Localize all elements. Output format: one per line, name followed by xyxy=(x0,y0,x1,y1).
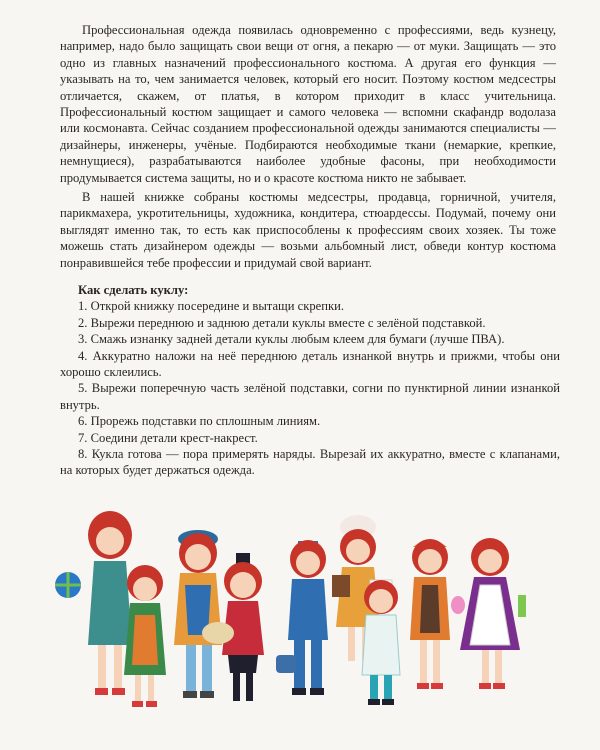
dolls-illustration xyxy=(40,505,560,720)
paragraph-2: В нашей книжке собраны костюмы медсестры, продавца, горничной, учителя, парикмахера, укротительницы, художника, кондитера, стюардессы. Подумай, почему они выглядят именно так, то есть как приспособлены к профессиям своих хозяек. Ты тоже можешь стать дизайнером одежды — возьми альбомный лист, обведи контур костюма понравившейся тебе профессии и придумай свой вариант. xyxy=(60,190,556,270)
instructions-title: Как сделать куклу: xyxy=(78,283,189,297)
instruction-step: 1. Открой книжку посередине и вытащи скрепки. xyxy=(78,299,344,314)
instruction-step: 3. Смажь изнанку задней детали куклы любым клеем для бумаги (лучше ПВА). xyxy=(78,332,505,347)
instruction-step: 7. Соедини детали крест-накрест. xyxy=(78,430,258,445)
instruction-step: 2. Вырежи переднюю и заднюю детали куклы вместе с зелёной подставкой. xyxy=(78,315,486,330)
instruction-step: 5. Вырежи поперечную часть зелёной подставки, согни по пунктирной линии изнанкой внутрь. xyxy=(60,381,560,412)
instruction-step: 6. Прорежь подставки по сплошным линиям. xyxy=(78,414,321,429)
instructions xyxy=(60,282,560,479)
teacher-doll xyxy=(55,511,132,695)
seller-doll xyxy=(124,565,166,707)
paragraph-1: Профессиональная одежда появилась одновременно с профессиями, ведь кузнецу, например, надо было защищать свои вещи от огня, а пекарю — от муки. Защищать — это одно из главных назначений профессионального костюма. А другая его функция — указывать на то, чем занимается человек, который его носит. Поэтому костюм медсестры отличается, скажем, от платья, в котором приходит в класс учительница. Профессиональный костюм защищает и самого человека — вспомни скафандр водолаза или космонавта. Сейчас созданием профессиональной одежды занимаются специалисты — дизайнеры, инженеры, учёные. Подбираются необходимые ткани (немаркие, крепкие, немнущиеся), разрабатываются наиболее удобные фасоны, при необходимости продумывается система защиты, но и о красоте костюма никто не забывает. xyxy=(60,23,556,185)
intro-text xyxy=(60,22,556,271)
nurse-doll xyxy=(362,580,400,705)
hairdresser-doll xyxy=(451,538,526,689)
instruction-step: 8. Кукла готова — пора примерять наряды. Вырезай их аккуратно, вместе с клапанами, на которых будет держаться одежда. xyxy=(60,447,560,478)
maid-doll xyxy=(410,539,450,689)
instruction-step: 4. Аккуратно наложи на неё переднюю деталь изнанкой внутрь и прижми, чтобы они хорошо склеились. xyxy=(60,348,560,380)
stewardess-doll xyxy=(276,540,328,695)
instructions-list xyxy=(60,298,560,478)
artist-doll xyxy=(174,530,222,698)
